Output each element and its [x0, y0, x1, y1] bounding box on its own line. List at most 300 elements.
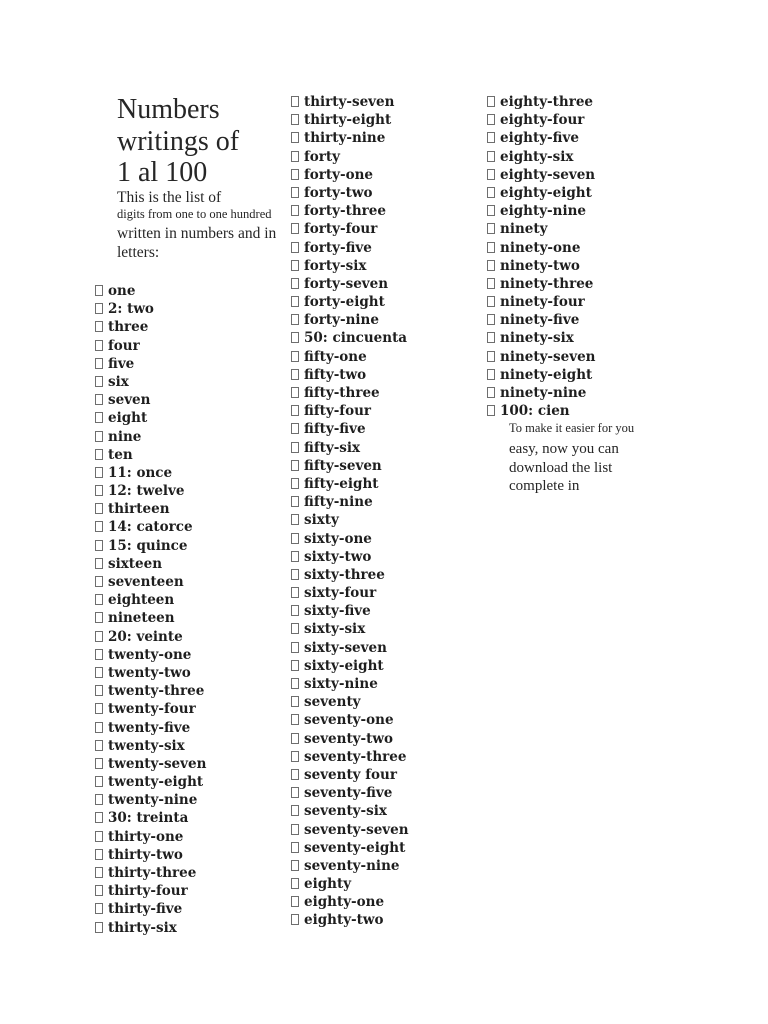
- bullet-box-icon: [291, 514, 299, 525]
- bullet-box-icon: [291, 132, 299, 143]
- bullet-box-icon: [487, 369, 495, 380]
- list-item: [487, 311, 595, 329]
- note-line: download the list: [509, 459, 613, 476]
- list-item: [291, 566, 409, 584]
- list-item: [95, 700, 206, 718]
- intro-line: letters:: [117, 244, 160, 261]
- title-line: writings of: [117, 125, 240, 157]
- list-item: [291, 493, 409, 511]
- list-item-text: twenty-four: [108, 701, 196, 718]
- list-item-text: sixty-two: [304, 548, 372, 565]
- intro-paragraph: [117, 188, 292, 261]
- list-item: [291, 420, 409, 438]
- list-item: [95, 446, 206, 464]
- list-item-text: sixty-four: [304, 585, 377, 602]
- bullet-box-icon: [291, 496, 299, 507]
- bullet-box-icon: [95, 849, 103, 860]
- list-item: [291, 275, 409, 293]
- bullet-box-icon: [95, 922, 103, 933]
- list-item-text: fifty-five: [304, 421, 366, 438]
- list-item-text: ninety-three: [500, 275, 594, 292]
- list-item-text: five: [108, 355, 135, 372]
- list-item: [291, 857, 409, 875]
- list-item: [95, 773, 206, 791]
- list-item: [487, 402, 595, 420]
- list-item-text: three: [108, 319, 149, 336]
- list-item-text: sixty-one: [304, 530, 372, 547]
- list-item: [291, 329, 409, 347]
- list-item-text: ninety-six: [500, 330, 574, 347]
- list-item: [291, 548, 409, 566]
- list-item: [95, 337, 206, 355]
- list-item: [487, 129, 595, 147]
- list-item: [95, 828, 206, 846]
- bullet-box-icon: [95, 667, 103, 678]
- bullet-box-icon: [487, 96, 495, 107]
- list-item: [291, 257, 409, 275]
- list-item: [291, 784, 409, 802]
- list-item: [95, 737, 206, 755]
- list-item-text: eighty-seven: [500, 166, 596, 183]
- bullet-box-icon: [487, 205, 495, 216]
- list-item: [95, 846, 206, 864]
- list-item: [291, 129, 409, 147]
- list-item: [487, 257, 595, 275]
- list-item-text: 14: catorce: [108, 519, 193, 536]
- list-item: [487, 239, 595, 257]
- list-item: [291, 402, 409, 420]
- list-item-text: twenty-three: [108, 683, 205, 700]
- list-item-text: eighty-nine: [500, 203, 587, 220]
- list-item: [95, 882, 206, 900]
- bullet-box-icon: [291, 387, 299, 398]
- bullet-box-icon: [291, 351, 299, 362]
- bullet-box-icon: [95, 540, 103, 551]
- list-item: [291, 584, 409, 602]
- list-item-text: seventy-two: [304, 730, 393, 747]
- list-item-text: seventeen: [108, 574, 184, 590]
- list-item: [95, 664, 206, 682]
- list-item-text: 30: treinta: [108, 810, 189, 827]
- list-item: [487, 220, 595, 238]
- bullet-box-icon: [291, 423, 299, 434]
- list-item-text: thirty-six: [108, 919, 177, 936]
- list-item: [291, 602, 409, 620]
- list-item: [95, 482, 206, 500]
- bullet-box-icon: [95, 831, 103, 842]
- list-item-text: ninety-seven: [500, 348, 596, 365]
- list-item: [291, 511, 409, 529]
- bullet-box-icon: [291, 332, 299, 343]
- list-item-text: seventy-three: [304, 748, 407, 765]
- list-item-text: seven: [108, 392, 151, 409]
- list-item: [291, 748, 409, 766]
- list-item: [95, 791, 206, 809]
- list-item: [487, 366, 595, 384]
- list-item-text: eighty: [304, 876, 352, 893]
- list-item-text: nineteen: [108, 610, 175, 627]
- bullet-box-icon: [95, 431, 103, 442]
- bullet-box-icon: [95, 285, 103, 296]
- number-list-column-2: [291, 93, 409, 930]
- list-item-text: twenty-seven: [108, 755, 207, 772]
- list-item-text: twenty-five: [108, 719, 191, 736]
- bullet-box-icon: [95, 758, 103, 769]
- list-item-text: twenty-six: [108, 737, 185, 754]
- list-item: [487, 275, 595, 293]
- list-item-text: twenty-one: [108, 646, 192, 663]
- bullet-box-icon: [95, 558, 103, 569]
- list-item: [291, 348, 409, 366]
- bullet-box-icon: [291, 551, 299, 562]
- list-item-text: seventy-five: [304, 785, 393, 802]
- list-item-text: sixty-nine: [304, 676, 378, 692]
- list-item-text: eighty-one: [304, 894, 385, 911]
- bullet-box-icon: [95, 649, 103, 660]
- list-item: [291, 220, 409, 238]
- list-item-text: seventy-eight: [304, 839, 406, 856]
- list-item-text: forty-five: [304, 239, 372, 256]
- list-item: [291, 311, 409, 329]
- list-item: [291, 439, 409, 457]
- bullet-box-icon: [95, 340, 103, 351]
- list-item-text: eight: [108, 410, 148, 427]
- bullet-box-icon: [291, 296, 299, 307]
- bullet-box-icon: [487, 114, 495, 125]
- list-item: [487, 348, 595, 366]
- list-item: [95, 373, 206, 391]
- bullet-box-icon: [95, 576, 103, 587]
- list-item: [95, 428, 206, 446]
- bullet-box-icon: [95, 631, 103, 642]
- list-item: [95, 300, 206, 318]
- bullet-box-icon: [95, 812, 103, 823]
- list-item-text: forty-two: [304, 184, 373, 201]
- bullet-box-icon: [291, 605, 299, 616]
- title-line: 1 al 100: [117, 157, 208, 188]
- list-item-text: thirty-seven: [304, 94, 395, 110]
- list-item-text: ninety-two: [500, 257, 580, 274]
- list-item: [95, 391, 206, 409]
- bullet-box-icon: [95, 303, 103, 314]
- list-item-text: fifty-nine: [304, 494, 373, 511]
- list-item: [291, 821, 409, 839]
- bullet-box-icon: [291, 533, 299, 544]
- bullet-box-icon: [487, 260, 495, 271]
- list-item: [487, 384, 595, 402]
- bullet-box-icon: [291, 714, 299, 725]
- list-item: [95, 573, 206, 591]
- bullet-box-icon: [95, 449, 103, 460]
- list-item: [291, 366, 409, 384]
- bullet-box-icon: [95, 485, 103, 496]
- list-item-text: thirty-eight: [304, 112, 392, 129]
- bullet-box-icon: [487, 223, 495, 234]
- bullet-box-icon: [291, 460, 299, 471]
- bullet-box-icon: [291, 242, 299, 253]
- list-item-text: sixty-seven: [304, 639, 387, 656]
- list-item-text: eighty-six: [500, 148, 574, 165]
- bullet-box-icon: [291, 623, 299, 634]
- list-item-text: 50: cincuenta: [304, 330, 408, 347]
- list-item: [487, 148, 595, 166]
- bullet-box-icon: [291, 696, 299, 707]
- list-item-text: nine: [108, 428, 142, 445]
- bullet-box-icon: [95, 394, 103, 405]
- list-item-text: seventy: [304, 694, 361, 711]
- bullet-box-icon: [291, 733, 299, 744]
- list-item: [291, 893, 409, 911]
- bullet-box-icon: [291, 278, 299, 289]
- list-item: [291, 620, 409, 638]
- list-item-text: twenty-two: [108, 664, 191, 681]
- bullet-box-icon: [487, 405, 495, 416]
- bullet-box-icon: [95, 885, 103, 896]
- bullet-box-icon: [95, 740, 103, 751]
- bullet-box-icon: [291, 260, 299, 271]
- list-item: [291, 657, 409, 675]
- list-item: [487, 184, 595, 202]
- bullet-box-icon: [95, 503, 103, 514]
- bullet-box-icon: [487, 296, 495, 307]
- list-item-text: fifty-two: [304, 366, 367, 383]
- list-item: [95, 628, 206, 646]
- list-item: [487, 293, 595, 311]
- bullet-box-icon: [487, 278, 495, 289]
- list-item-text: ninety-nine: [500, 385, 587, 401]
- list-item-text: ninety-five: [500, 312, 580, 329]
- list-item-text: eighty-two: [304, 912, 384, 929]
- list-item-text: forty-eight: [304, 294, 385, 311]
- list-item: [95, 719, 206, 737]
- bullet-box-icon: [291, 914, 299, 925]
- list-item-text: thirty-three: [108, 865, 197, 881]
- bullet-box-icon: [291, 478, 299, 489]
- bullet-box-icon: [95, 612, 103, 623]
- bullet-box-icon: [291, 660, 299, 671]
- number-list-column-1: [95, 282, 206, 937]
- list-item-text: eighty-four: [500, 112, 585, 129]
- list-item: [95, 318, 206, 336]
- list-item: [95, 591, 206, 609]
- list-item: [291, 639, 409, 657]
- list-item: [487, 329, 595, 347]
- list-item-text: four: [108, 337, 140, 354]
- list-item-text: eighteen: [108, 592, 175, 609]
- list-item-text: sixty-five: [304, 603, 371, 620]
- list-item-text: forty-three: [304, 203, 386, 220]
- list-item-text: sixty: [304, 512, 339, 529]
- list-item: [291, 802, 409, 820]
- list-item: [291, 711, 409, 729]
- list-item-text: ninety-one: [500, 239, 581, 256]
- intro-line: written in numbers and in: [117, 225, 277, 242]
- bullet-box-icon: [95, 358, 103, 369]
- list-item: [291, 111, 409, 129]
- list-item: [291, 839, 409, 857]
- bullet-box-icon: [95, 321, 103, 332]
- list-item-text: six: [108, 373, 129, 390]
- list-item-text: 12: twelve: [108, 483, 185, 500]
- list-item: [487, 166, 595, 184]
- bullet-box-icon: [291, 314, 299, 325]
- page-title: [117, 94, 287, 189]
- list-item-text: fifty-eight: [304, 475, 379, 492]
- list-item-text: sixty-eight: [304, 657, 384, 674]
- bullet-box-icon: [291, 114, 299, 125]
- bullet-box-icon: [487, 242, 495, 253]
- list-item: [291, 730, 409, 748]
- list-item: [95, 537, 206, 555]
- list-item-text: eighty-eight: [500, 184, 592, 201]
- list-item-text: seventy-nine: [304, 857, 400, 874]
- bullet-box-icon: [95, 412, 103, 423]
- bullet-box-icon: [291, 405, 299, 416]
- list-item: [291, 675, 409, 693]
- bullet-box-icon: [487, 332, 495, 343]
- list-item-text: 2: two: [108, 301, 154, 318]
- bullet-box-icon: [291, 169, 299, 180]
- list-item-text: sixty-three: [304, 566, 385, 583]
- bullet-box-icon: [291, 787, 299, 798]
- list-item: [291, 911, 409, 929]
- bullet-box-icon: [291, 587, 299, 598]
- bullet-box-icon: [291, 442, 299, 453]
- list-item: [291, 693, 409, 711]
- note-line: complete in: [509, 478, 580, 494]
- list-item-text: sixteen: [108, 555, 163, 572]
- bullet-box-icon: [487, 187, 495, 198]
- list-item-text: seventy-seven: [304, 821, 409, 838]
- list-item: [95, 500, 206, 518]
- list-item-text: fifty-four: [304, 403, 372, 420]
- list-item: [291, 202, 409, 220]
- bullet-box-icon: [487, 169, 495, 180]
- list-item-text: 20: veinte: [108, 628, 183, 645]
- list-item-text: forty-four: [304, 221, 378, 238]
- list-item-text: forty: [304, 148, 341, 165]
- list-item: [487, 93, 595, 111]
- list-item-text: eighty-five: [500, 130, 579, 147]
- list-item: [291, 457, 409, 475]
- bullet-box-icon: [95, 594, 103, 605]
- bullet-box-icon: [291, 860, 299, 871]
- list-item: [95, 518, 206, 536]
- list-item-text: ten: [108, 446, 133, 463]
- number-list-column-3: [487, 93, 595, 420]
- bullet-box-icon: [291, 751, 299, 762]
- bullet-box-icon: [291, 878, 299, 889]
- list-item: [95, 646, 206, 664]
- list-item-text: seventy-one: [304, 712, 394, 729]
- list-item: [95, 682, 206, 700]
- list-item-text: one: [108, 283, 136, 299]
- list-item: [95, 409, 206, 427]
- list-item: [291, 184, 409, 202]
- list-item-text: 15: quince: [108, 537, 188, 554]
- download-note: [509, 420, 684, 496]
- bullet-box-icon: [291, 205, 299, 216]
- bullet-box-icon: [291, 151, 299, 162]
- list-item-text: 11: once: [108, 464, 173, 481]
- list-item: [291, 166, 409, 184]
- bullet-box-icon: [291, 369, 299, 380]
- list-item: [95, 864, 206, 882]
- bullet-box-icon: [95, 867, 103, 878]
- bullet-box-icon: [291, 642, 299, 653]
- list-item: [95, 809, 206, 827]
- bullet-box-icon: [291, 223, 299, 234]
- list-item: [291, 530, 409, 548]
- list-item-text: fifty-one: [304, 348, 367, 365]
- list-item-text: ninety-four: [500, 294, 585, 311]
- bullet-box-icon: [487, 351, 495, 362]
- bullet-box-icon: [291, 187, 299, 198]
- list-item-text: thirty-one: [108, 828, 184, 845]
- bullet-box-icon: [95, 903, 103, 914]
- bullet-box-icon: [487, 387, 495, 398]
- list-item-text: fifty-seven: [304, 457, 382, 474]
- bullet-box-icon: [95, 467, 103, 478]
- list-item-text: 100: cien: [500, 403, 570, 420]
- list-item-text: forty-one: [304, 166, 374, 183]
- list-item-text: thirty-two: [108, 846, 183, 863]
- list-item: [291, 384, 409, 402]
- list-item-text: thirty-four: [108, 883, 188, 900]
- bullet-box-icon: [95, 703, 103, 714]
- list-item-text: sixty-six: [304, 621, 366, 638]
- list-item: [95, 555, 206, 573]
- bullet-box-icon: [95, 794, 103, 805]
- list-item: [291, 93, 409, 111]
- list-item: [291, 148, 409, 166]
- bullet-box-icon: [95, 521, 103, 532]
- bullet-box-icon: [291, 896, 299, 907]
- bullet-box-icon: [95, 685, 103, 696]
- list-item-text: thirty-nine: [304, 130, 386, 147]
- bullet-box-icon: [95, 722, 103, 733]
- list-item: [291, 475, 409, 493]
- list-item: [291, 766, 409, 784]
- list-item: [95, 900, 206, 918]
- list-item-text: twenty-eight: [108, 774, 204, 791]
- bullet-box-icon: [291, 842, 299, 853]
- list-item-text: fifty-three: [304, 385, 380, 401]
- note-line: To make it easier for you: [509, 421, 635, 435]
- list-item: [95, 919, 206, 937]
- bullet-box-icon: [291, 769, 299, 780]
- list-item: [95, 464, 206, 482]
- title-line: Numbers: [117, 94, 220, 125]
- bullet-box-icon: [291, 96, 299, 107]
- list-item: [95, 355, 206, 373]
- list-item-text: forty-nine: [304, 312, 379, 329]
- list-item-text: seventy four: [304, 766, 397, 783]
- note-line: easy, now you can: [509, 441, 619, 457]
- intro-line: digits from one to one hundred: [117, 207, 272, 221]
- bullet-box-icon: [95, 376, 103, 387]
- list-item-text: seventy-six: [304, 803, 387, 820]
- bullet-box-icon: [487, 314, 495, 325]
- list-item: [95, 282, 206, 300]
- list-item: [291, 875, 409, 893]
- list-item: [487, 202, 595, 220]
- intro-line: This is the list of: [117, 189, 222, 206]
- list-item-text: thirteen: [108, 501, 170, 518]
- list-item-text: forty-six: [304, 257, 367, 274]
- list-item: [291, 293, 409, 311]
- bullet-box-icon: [487, 132, 495, 143]
